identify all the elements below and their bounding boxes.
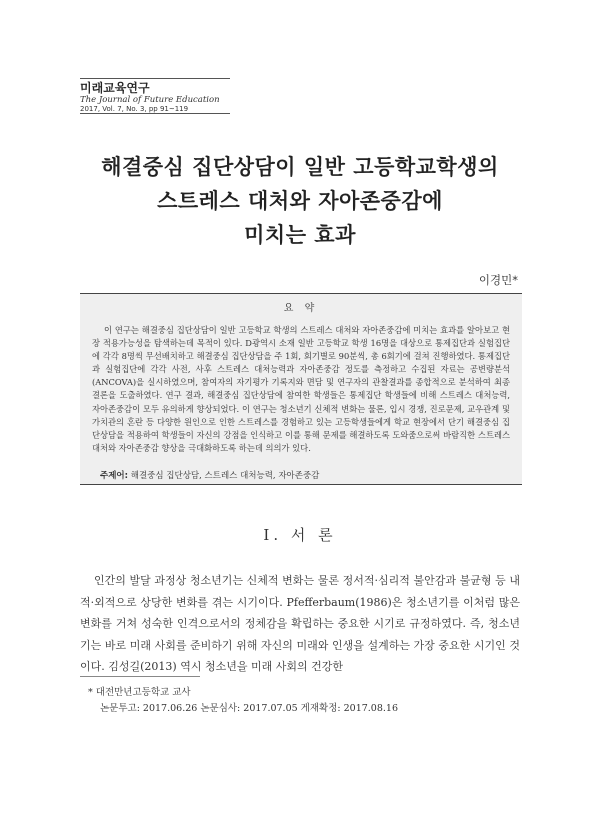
footnote-affiliation: * 대전만년고등학교 교사 (88, 687, 191, 698)
abstract-text: 이 연구는 해결중심 집단상담이 일반 고등학교 학생의 스트레스 대처와 자아존중감에 미치는 효과를 알아보고 현장 적용가능성을 탐색하는데 목적이 있다. D광역시 소재 일반 고등학교 학생 16명을 대상으로 통제집단과 실험집단에 각각 8명씩 무선배치하고 해결중심 집단상담을 주 1회, 회기별로 90분씩, 총 6회기에 걸쳐 진행하였다. 통제집단과 실험집단에 각각 사전, 사후 스트레스 대처능력과 자아존중감 정도를 측정하고 수집된 자료는 공변량분석(ANCOVA)을 실시하였으며, 참여자의 자기평가 기록지와 면담 및 연구자의 관찰결과를 종합적으로 분석하여 최종 결론을 도출하였다. 연구 결과, 해결중심 집단상담에 참여한 학생들은 통제집단 학생들에 비해 스트레스 대처능력, 자아존중감이 모두 유의하게 향상되었다. 이 연구는 청소년기 신체적 변화는 물론, 입시 경쟁, 진로문제, 교우관계 및 가치관의 혼란 등 다양한 원인으로 인한 스트레스를 경험하고 있는 고등학생들에게 학교 현장에서 단기 해결중심 집단상담을 적용하여 학생들이 자신의 강점을 인식하고 이를 통해 문제를 해결하도록 도와줌으로써 바람직한 스트레스 대처와 자아존중감 향상을 극대화하도록 하는데 의의가 있다. (92, 325, 510, 453)
title-line-2: 스트레스 대처와 자아존중감에 (157, 189, 443, 213)
title-line-3: 미치는 효과 (244, 223, 356, 247)
keywords-text: 해결중심 집단상담, 스트레스 대처능력, 자아존중감 (128, 471, 320, 481)
title-line-1: 해결중심 집단상담이 일반 고등학교학생의 (101, 155, 499, 179)
paper-title (0, 150, 600, 252)
keywords (100, 470, 319, 482)
author-name: 이경민* (478, 273, 518, 287)
abstract-box (80, 293, 522, 485)
footnote-divider (80, 676, 200, 677)
journal-header (80, 78, 230, 114)
journal-volume: 2017, Vol. 7, No. 3, pp 91~119 (80, 105, 189, 113)
journal-name-kr: 미래교육연구 (80, 81, 150, 95)
section-heading: Ⅰ. 서 론 (263, 526, 337, 544)
abstract-heading: 요 약 (283, 303, 319, 314)
section-body-text: 인간의 발달 과정상 청소년기는 신체적 변화는 물론 정서적·심리적 불안감과 불균형 등 내적·외적으로 상당한 변화를 겪는 시기이다. Pfefferbaum(1986)은 청소년기를 이처럼 많은 변화를 거쳐 성숙한 인격으로서의 정체감을 확립하는 중요한 시기로 규정하였다. 즉, 청소년기는 바로 미래 사회를 준비하기 위해 자신의 미래와 인생을 설계하는 가장 중요한 시기인 것이다. 김성길(2013) 역시 청소년을 미래 사회의 건강한 (80, 574, 520, 673)
footnote-dates: 논문투고: 2017.06.26 논문심사: 2017.07.05 게재확정: 2017.08.16 (100, 703, 399, 714)
keywords-label: 주제어: (100, 471, 129, 481)
journal-name-en: The Journal of Future Education (80, 95, 220, 105)
